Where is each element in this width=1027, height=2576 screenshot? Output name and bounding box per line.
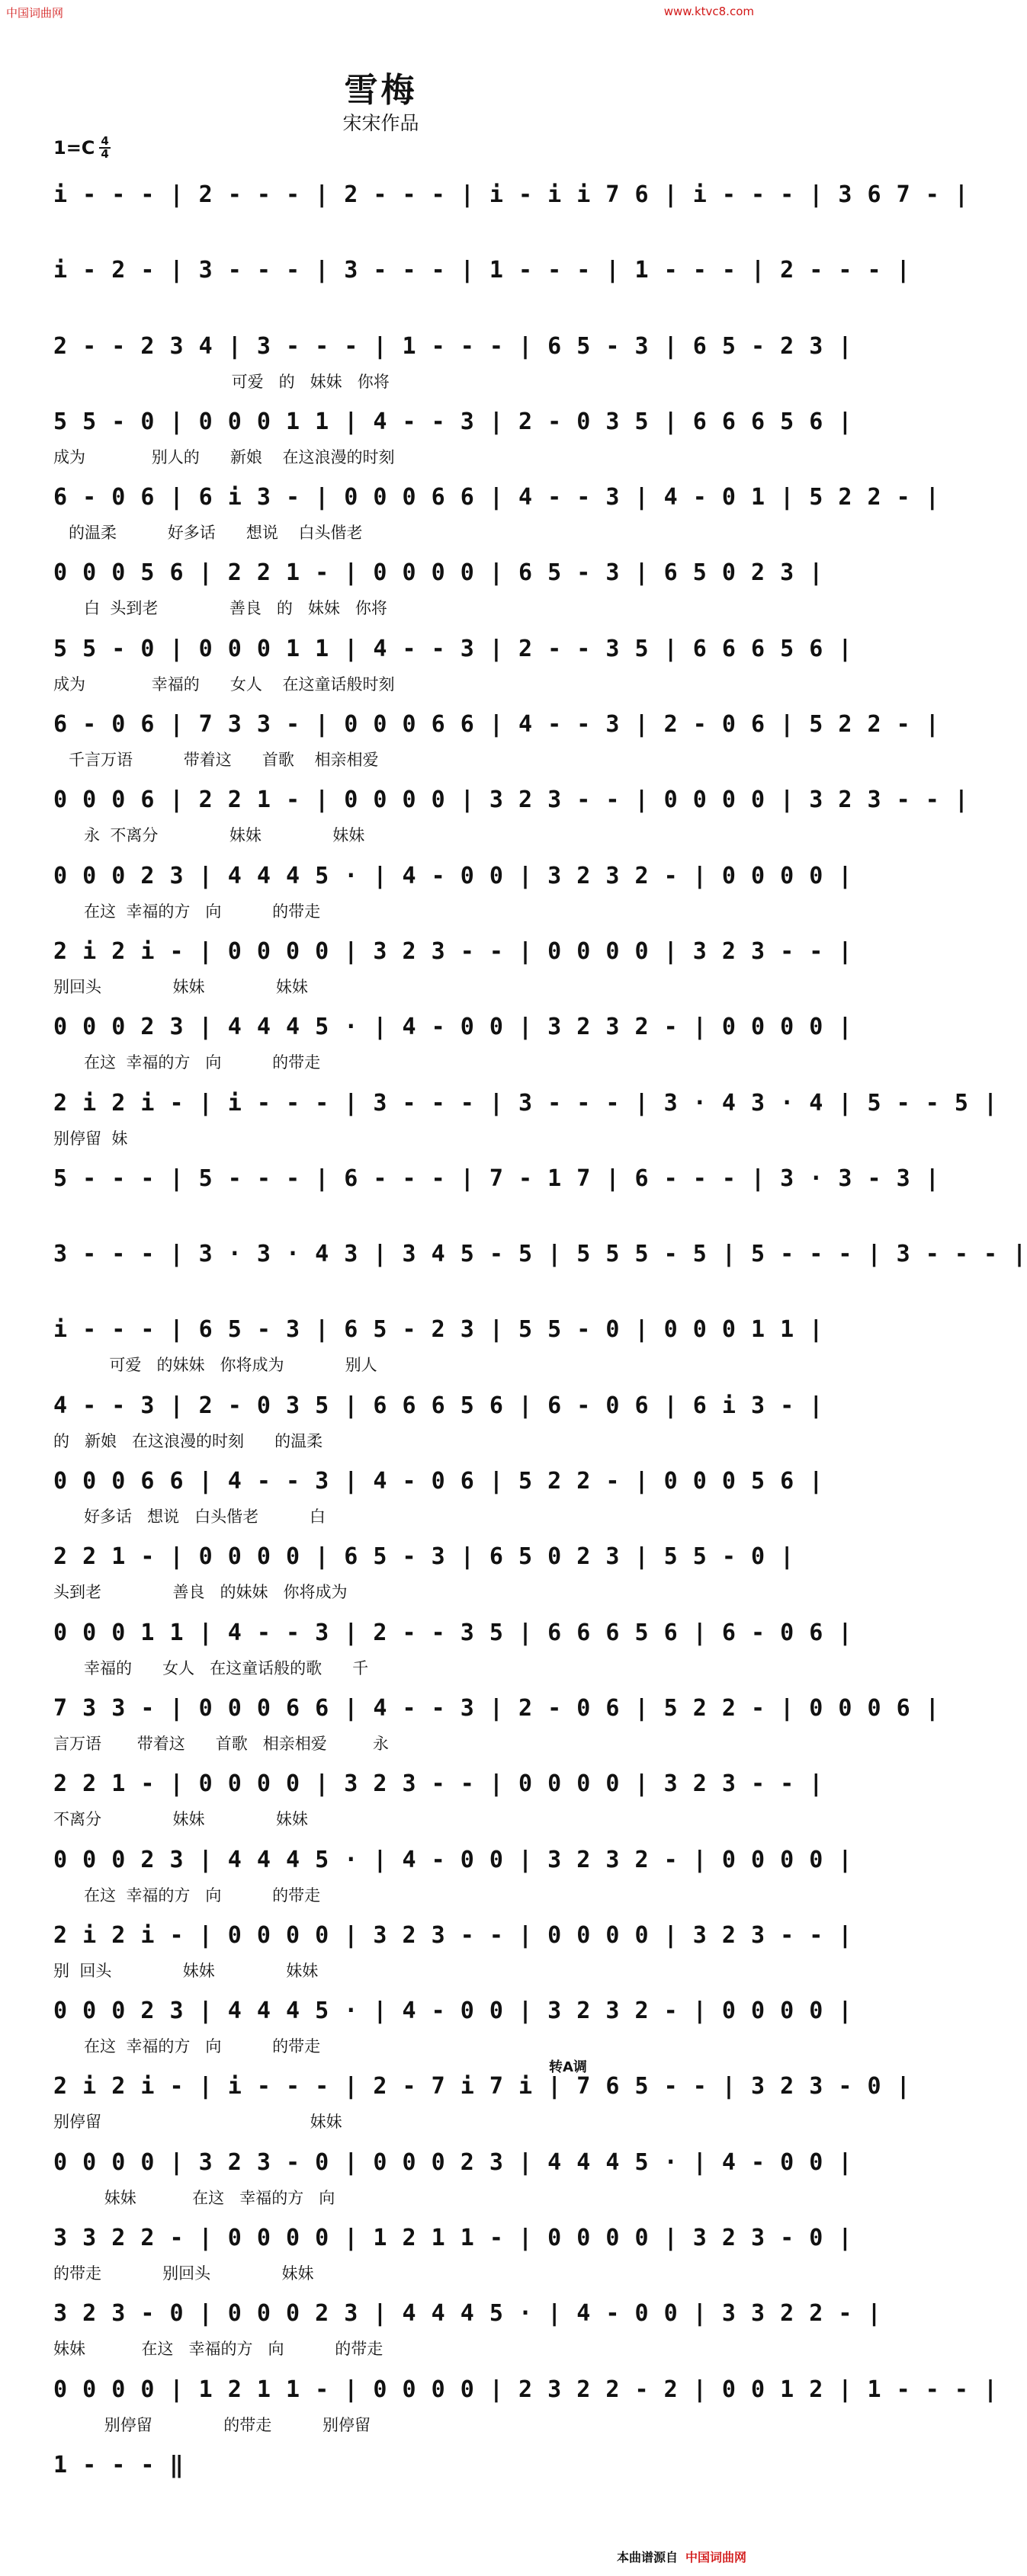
lyrics: 不离分 妹妹 妹妹 [53,1810,308,1829]
lyrics: 妹妹 在这 幸福的方 向 的带走 [53,2340,384,2359]
lyrics: 在这 幸福的方 向 的带走 [53,2037,321,2056]
score-line [53,631,853,706]
notation: 7 3 3 - | 0 0 0 6 6 | 4 - - 3 | 2 - 0 6 | 5 2 2 - | 0 0 0 6 | [53,1694,940,1722]
notation: i - - - | 6 5 - 3 | 6 5 - 2 3 | 5 5 - 0 | 0 0 0 1 1 | [53,1316,824,1344]
score-line [53,1539,795,1614]
lyrics: 的 新娘 在这浪漫的时刻 的温柔 [53,1431,323,1450]
score-line [53,782,969,857]
notation: 2 i 2 i - | i - - - | 2 - 7 i 7 i | 7 6 5 - - | 3 2 3 - 0 | [53,2073,911,2100]
lyrics: 好多话 想说 白头偕老 白 [53,1507,326,1527]
notation: 2 i 2 i - | 0 0 0 0 | 3 2 3 - - | 0 0 0 0 | 3 2 3 - - | [53,937,853,965]
score-line [53,1918,853,1993]
score-line [53,1161,940,1236]
notation: 1 - - - ‖ [53,2451,185,2478]
notation: 3 2 3 - 0 | 0 0 0 2 3 | 4 4 4 5 · | 4 - 0 0 | 3 3 2 2 - | [53,2300,882,2328]
lyrics: 的带走 别回头 妹妹 [53,2264,314,2283]
lyrics: 妹妹 在这 幸福的方 向 [53,2188,335,2207]
score-line [53,1236,1027,1312]
modulation-mark: 转A调 [549,2059,587,2076]
score-line [53,706,940,782]
lyrics: 白 头到老 善良 的 妹妹 你将 [53,599,387,618]
score-line [53,404,853,479]
notation: 2 - - 2 3 4 | 3 - - - | 1 - - - | 6 5 - 3 | 6 5 - 2 3 | [53,332,853,360]
notation: 5 - - - | 5 - - - | 6 - - - | 7 - 1 7 | 6 - - - | 3 · 3 - 3 | [53,1165,940,1192]
lyrics: 成为 别人的 新娘 在这浪漫的时刻 [53,447,395,466]
score-line [53,1085,998,1161]
lyrics: 可爱 的妹妹 你将成为 别人 [53,1356,377,1375]
notation: 0 0 0 0 | 1 2 1 1 - | 0 0 0 0 | 2 3 2 2 - 2 | 0 0 1 2 | 1 - - - | [53,2376,998,2403]
notation: 0 0 0 5 6 | 2 2 1 - | 0 0 0 0 | 6 5 - 3 | 6 5 0 2 3 | [53,559,824,587]
score-line [53,1615,853,1690]
lyrics: 在这 幸福的方 向 的带走 [53,1053,321,1072]
time-signature [99,136,110,160]
score-line [53,2220,853,2296]
meter-bottom: 4 [101,147,109,161]
notation: 5 5 - 0 | 0 0 0 1 1 | 4 - - 3 | 2 - - 3 5 | 6 6 6 5 6 | [53,635,853,662]
score-line [53,934,853,1009]
score-line [53,252,911,328]
song-title: 雪梅 [344,71,418,110]
lyrics: 在这 幸福的方 向 的带走 [53,902,321,921]
lyrics: 头到老 善良 的妹妹 你将成为 [53,1583,348,1602]
notation: 5 5 - 0 | 0 0 0 1 1 | 4 - - 3 | 2 - 0 3 5 | 6 6 6 5 6 | [53,408,853,435]
composer: 宋宋作品 [342,112,419,134]
notation: 2 i 2 i - | 0 0 0 0 | 3 2 3 - - | 0 0 0 0 | 3 2 3 - - | [53,1921,853,1949]
lyrics: 别停留 妹妹 [53,2113,342,2132]
score-line [53,177,969,252]
score-line [53,1312,824,1387]
lyrics: 永 不离分 妹妹 妹妹 [53,826,365,845]
score-line [53,858,853,934]
score-line [53,2372,998,2447]
footer-source: 本曲谱源自 [616,2550,678,2565]
notation: 6 - 0 6 | 7 3 3 - | 0 0 0 6 6 | 4 - - 3 | 2 - 0 6 | 5 2 2 - | [53,711,940,739]
key-label: 1=C [53,137,95,159]
score-line [53,1388,824,1463]
notation: 2 2 1 - | 0 0 0 0 | 3 2 3 - - | 0 0 0 0 | 3 2 3 - - | [53,1770,824,1798]
score [53,177,1027,2523]
notation: i - - - | 2 - - - | 2 - - - | i - i i 7 6 | i - - - | 3 6 7 - | [53,181,969,208]
score-line [53,1690,940,1766]
score-line [53,2447,711,2523]
lyrics: 可爱 的 妹妹 你将 [53,372,390,391]
notation: 0 0 0 2 3 | 4 4 4 5 · | 4 - 0 0 | 3 2 3 2 - | 0 0 0 0 | [53,1846,853,1873]
watermark-right: www.ktvc8.com [663,5,754,18]
footer [617,2548,746,2565]
score-line [53,479,940,555]
lyrics: 幸福的 女人 在这童话般的歌 千 [53,1658,369,1677]
key-signature [53,136,111,160]
notation: 4 - - 3 | 2 - 0 3 5 | 6 6 6 5 6 | 6 - 0 6 | 6 i 3 - | [53,1392,824,1419]
score-line [53,1993,853,2068]
score-line [53,555,824,630]
score-line [53,1842,853,1918]
notation: 2 i 2 i - | i - - - | 3 - - - | 3 - - - | 3 · 4 3 · 4 | 5 - - 5 | [53,1089,998,1117]
lyrics: 成为 幸福的 女人 在这童话般时刻 [53,674,395,694]
notation: 0 0 0 1 1 | 4 - - 3 | 2 - - 3 5 | 6 6 6 5 6 | 6 - 0 6 | [53,1619,853,1646]
notation: 3 3 2 2 - | 0 0 0 0 | 1 2 1 1 - | 0 0 0 0 | 3 2 3 - 0 | [53,2225,853,2252]
notation: 3 - - - | 3 · 3 · 4 3 | 3 4 5 - 5 | 5 5 5 - 5 | 5 - - - | 3 - - - | [53,1241,1027,1268]
score-line [53,328,853,404]
notation: 2 2 1 - | 0 0 0 0 | 6 5 - 3 | 6 5 0 2 3 | 5 5 - 0 | [53,1543,795,1571]
notation: 0 0 0 0 | 3 2 3 - 0 | 0 0 0 2 3 | 4 4 4 5 · | 4 - 0 0 | [53,2148,853,2176]
notation: 0 0 0 6 6 | 4 - - 3 | 4 - 0 6 | 5 2 2 - | 0 0 0 5 6 | [53,1468,824,1495]
score-line [53,2145,853,2220]
watermark-left: 中国词曲网 [6,6,64,20]
score-line [53,1009,853,1085]
notation: 6 - 0 6 | 6 i 3 - | 0 0 0 6 6 | 4 - - 3 | 4 - 0 1 | 5 2 2 - | [53,484,940,511]
score-line [53,1463,824,1539]
lyrics: 别停留 妹 [53,1129,128,1148]
meter-top: 4 [101,134,109,148]
footer-site: 中国词曲网 [685,2550,746,2565]
lyrics: 在这 幸福的方 向 的带走 [53,1886,321,1905]
lyrics: 言万语 带着这 首歌 相亲相爱 永 [53,1734,389,1753]
notation: 0 0 0 2 3 | 4 4 4 5 · | 4 - 0 0 | 3 2 3 2 - | 0 0 0 0 | [53,1998,853,2025]
score-line [53,2296,882,2371]
lyrics: 千言万语 带着这 首歌 相亲相爱 [53,751,379,770]
lyrics: 别 回头 妹妹 妹妹 [53,1961,319,1980]
lyrics: 别回头 妹妹 妹妹 [53,977,308,996]
score-line [53,2059,911,2144]
notation: 0 0 0 6 | 2 2 1 - | 0 0 0 0 | 3 2 3 - - | 0 0 0 0 | 3 2 3 - - | [53,787,969,814]
lyrics: 别停留 的带走 别停留 [53,2415,371,2434]
lyrics: 的温柔 好多话 想说 白头偕老 [53,524,363,543]
notation: 0 0 0 2 3 | 4 4 4 5 · | 4 - 0 0 | 3 2 3 2 - | 0 0 0 0 | [53,1014,853,1041]
notation: i - 2 - | 3 - - - | 3 - - - | 1 - - - | 1 - - - | 2 - - - | [53,257,911,284]
score-line [53,1766,824,1841]
notation: 0 0 0 2 3 | 4 4 4 5 · | 4 - 0 0 | 3 2 3 2 - | 0 0 0 0 | [53,862,853,889]
